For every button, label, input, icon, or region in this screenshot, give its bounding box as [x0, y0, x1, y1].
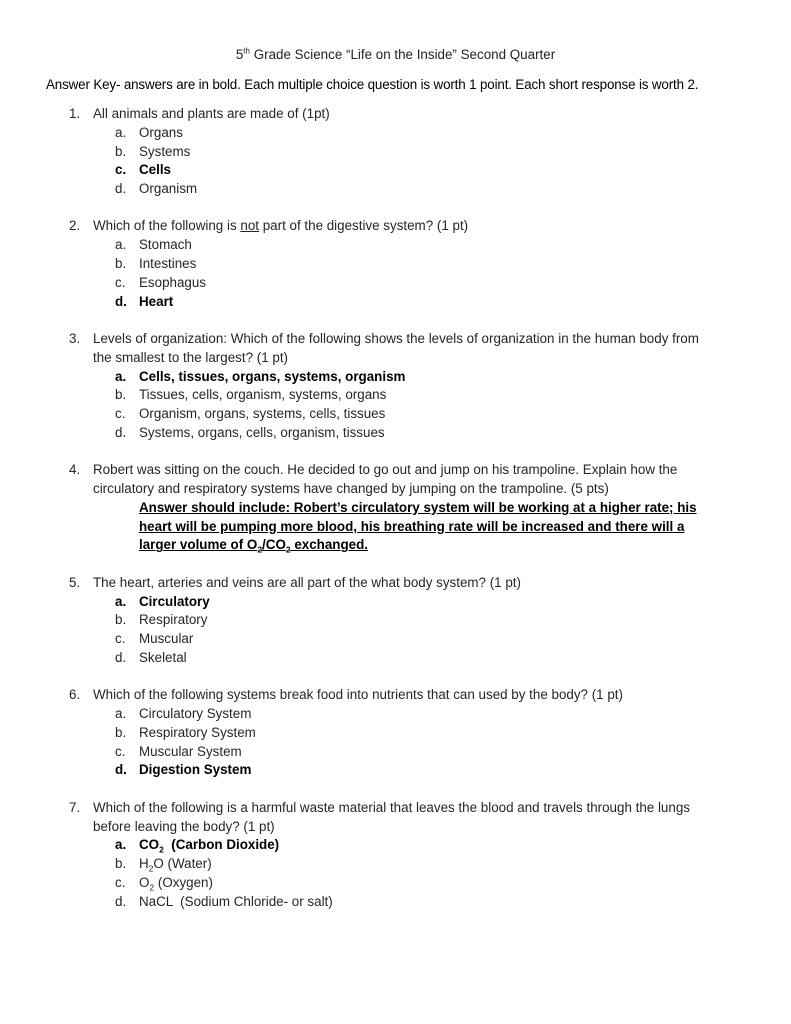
- question-text-part: part of the digestive system? (1 pt): [259, 218, 469, 234]
- answer-key-note: Answer Key- answers are in bold. Each multiple choice question is worth 1 point. Each short response is worth 2.: [46, 77, 699, 92]
- option-letter: c.: [115, 631, 126, 647]
- question-text: All animals and plants are made of (1pt): [93, 106, 330, 121]
- question-4: [0, 461, 791, 555]
- emphasis-not: not: [240, 218, 259, 234]
- question-number: 5.: [69, 574, 81, 590]
- option-letter: b.: [115, 724, 127, 740]
- option-text: NaCL (Sodium Chloride- or salt): [139, 893, 333, 909]
- option-a: [93, 705, 721, 724]
- option-letter: b.: [115, 612, 127, 628]
- option-d: [93, 180, 721, 199]
- option-text: Respiratory System: [139, 724, 256, 740]
- option-d: [93, 424, 721, 443]
- question-text: The heart, arteries and veins are all part of the what body system? (1 pt): [93, 574, 521, 590]
- option-letter: b.: [115, 387, 127, 403]
- option-text: Circulatory: [139, 593, 210, 609]
- formula-part: O: [139, 874, 150, 890]
- option-letter: b.: [115, 256, 127, 272]
- option-text: Muscular: [139, 631, 194, 647]
- option-text: [139, 837, 280, 855]
- question-5: [0, 574, 791, 668]
- formula-part: (Oxygen): [154, 874, 213, 890]
- option-d: [93, 649, 721, 668]
- option-b: [93, 855, 721, 874]
- question-number: 1.: [69, 106, 81, 121]
- answer-text: Answer should include: Robert’s circulatory system will be working at a higher rate; his heart will be pumping more blood, his breathing rate will be increased and there will a larger volume of O: [139, 499, 697, 553]
- question-1: [0, 105, 791, 199]
- option-list: [93, 705, 721, 780]
- option-list: [93, 593, 721, 668]
- page-title: [0, 47, 791, 62]
- option-a: [93, 236, 721, 255]
- subscript: 2: [148, 863, 154, 874]
- option-c: [93, 405, 721, 424]
- question-number: 7.: [69, 799, 81, 815]
- option-letter: b.: [115, 143, 127, 159]
- option-d-correct: [93, 761, 721, 780]
- option-letter: d.: [115, 762, 127, 778]
- option-letter: a.: [115, 837, 127, 853]
- option-c: [93, 274, 721, 293]
- option-letter: c.: [115, 274, 126, 290]
- option-text: Respiratory: [139, 612, 208, 628]
- option-b: [93, 386, 721, 405]
- subscript: 2: [285, 545, 291, 556]
- option-text: Muscular System: [139, 743, 242, 759]
- option-a: [93, 124, 721, 143]
- option-letter: d.: [115, 649, 127, 665]
- answer-text: /CO: [262, 537, 286, 553]
- option-b: [93, 611, 721, 630]
- option-text: Systems, organs, cells, organism, tissues: [139, 424, 385, 440]
- formula-part: H: [139, 856, 149, 872]
- option-letter: c.: [115, 406, 126, 422]
- option-letter: a.: [115, 237, 127, 253]
- short-response-answer: [93, 499, 721, 555]
- formula-part: (Carbon Dioxide): [163, 837, 280, 853]
- option-c: [93, 874, 721, 893]
- question-text: Robert was sitting on the couch. He decided to go out and jump on his trampoline. Explain how the circulatory and respiratory systems have changed by jumping on the trampoline. (5 pts): [93, 462, 678, 497]
- option-text: Organs: [139, 124, 183, 140]
- option-text: Skeletal: [139, 649, 187, 665]
- option-text: Esophagus: [139, 274, 207, 290]
- option-text: Circulatory System: [139, 706, 252, 722]
- question-number: 6.: [69, 687, 81, 703]
- option-c: [93, 630, 721, 649]
- question-number: 4.: [69, 462, 81, 478]
- question-text: Levels of organization: Which of the following shows the levels of organization in the human body from the smallest to the largest? (1 pt): [93, 330, 699, 365]
- question-text: [93, 217, 721, 236]
- option-list: [93, 368, 721, 443]
- option-text: Organism: [139, 181, 198, 197]
- option-text: Systems: [139, 143, 191, 159]
- question-text: Which of the following is a harmful waste material that leaves the blood and travels through the lungs before leaving the body? (1 pt): [93, 799, 690, 834]
- question-number: 2.: [69, 218, 81, 234]
- option-letter: a.: [115, 593, 127, 609]
- option-text: Stomach: [139, 237, 192, 253]
- option-text: Intestines: [139, 256, 197, 272]
- question-number: 3.: [69, 330, 81, 346]
- answer-text: exchanged.: [290, 537, 368, 553]
- option-letter: c.: [115, 162, 127, 178]
- subscript: 2: [149, 882, 155, 893]
- option-list: [93, 836, 721, 911]
- subscript: 2: [159, 844, 164, 855]
- option-b: [93, 143, 721, 162]
- title-grade-number: 5: [235, 47, 244, 62]
- question-2: [0, 217, 791, 311]
- option-c: [93, 743, 721, 762]
- option-d: [93, 893, 721, 912]
- question-7: [0, 799, 791, 912]
- option-c-correct: [93, 161, 721, 180]
- option-text: Heart: [139, 293, 174, 309]
- option-a-correct: [93, 368, 721, 387]
- option-letter: a.: [115, 706, 127, 722]
- formula-part: O (Water): [153, 856, 212, 872]
- question-3: [0, 330, 791, 443]
- option-text: [139, 856, 212, 874]
- option-letter: d.: [115, 181, 127, 197]
- option-letter: d.: [115, 293, 127, 309]
- option-b: [93, 724, 721, 743]
- option-text: Cells, tissues, organs, systems, organism: [139, 368, 406, 384]
- option-text: Digestion System: [139, 762, 252, 778]
- title-text: Grade Science “Life on the Inside” Second Quarter: [249, 47, 556, 62]
- option-letter: a.: [115, 368, 127, 384]
- question-6: [0, 686, 791, 780]
- question-text: Which of the following systems break food into nutrients that can used by the body? (1 pt): [93, 687, 623, 703]
- option-a-correct: [93, 836, 721, 855]
- option-text: [139, 874, 213, 893]
- option-a-correct: [93, 593, 721, 612]
- question-list: [0, 105, 791, 930]
- option-d-correct: [93, 293, 721, 312]
- option-letter: a.: [115, 124, 127, 140]
- option-list: [93, 124, 721, 199]
- option-b: [93, 255, 721, 274]
- option-letter: d.: [115, 893, 127, 909]
- option-letter: c.: [115, 743, 126, 759]
- option-list: [93, 236, 721, 311]
- option-text: Tissues, cells, organism, systems, organs: [139, 387, 387, 403]
- subscript: 2: [257, 545, 263, 556]
- option-text: Organism, organs, systems, cells, tissues: [139, 406, 386, 422]
- option-letter: b.: [115, 856, 127, 872]
- question-text-part: Which of the following is: [93, 218, 241, 234]
- option-text: Cells: [139, 162, 172, 178]
- option-letter: c.: [115, 874, 126, 890]
- formula-part: CO: [139, 837, 160, 853]
- title-grade-suffix: th: [243, 46, 250, 56]
- option-letter: d.: [115, 424, 127, 440]
